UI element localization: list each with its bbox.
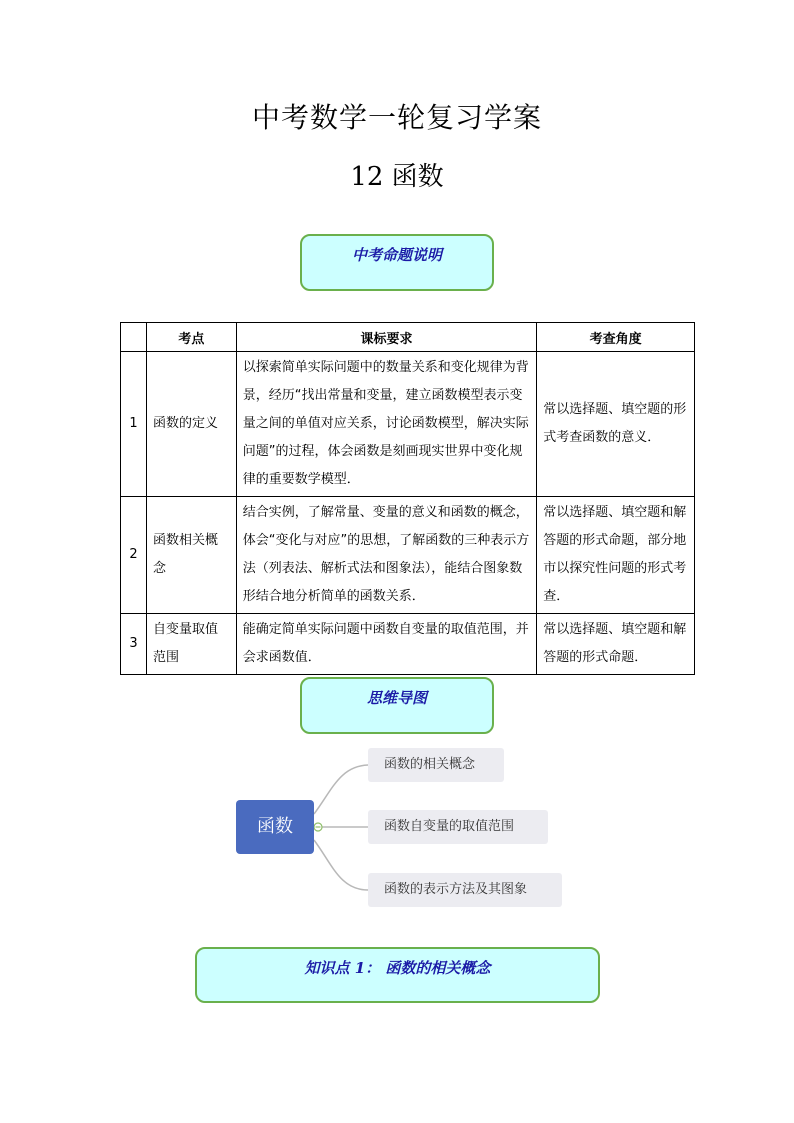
table-header-cell: 考点 [146,323,236,352]
section-heading-knowledge-point-1: 知识点 1： 函数的相关概念 [195,947,600,1003]
page-subtitle: 12 函数 [350,162,444,192]
mindmap-branch-node: 函数的表示方法及其图象 [368,873,562,907]
connector-line [314,840,368,890]
syllabus-table [120,322,695,675]
row-number: 3 [121,614,147,675]
requirement-cell: 以探索简单实际问题中的数量关系和变化规律为背景，经历“找出常量和变量，建立函数模型表示变量之间的单值对应关系，讨论函数模型，解决实际问题”的过程，体会函数是刻画现实世界中变化规律的重要数学模型． [236,352,536,497]
row-number: 2 [121,497,147,614]
table-row [121,614,695,675]
page-title: 中考数学一轮复习学案 [251,101,542,134]
collapse-toggle-icon[interactable] [314,823,322,831]
mindmap-branch-node: 函数的相关概念 [368,748,504,782]
mindmap-branch-node: 函数自变量的取值范围 [368,810,548,844]
angle-cell: 常以选择题、填空题和解答题的形式命题，部分地市以探究性问题的形式考查． [537,497,695,614]
angle-cell: 常以选择题、填空题和解答题的形式命题． [537,614,695,675]
table-header-cell: 课标要求 [236,323,536,352]
table-row [121,497,695,614]
connector-line [314,765,368,814]
section-heading-mindmap: 思维导图 [300,677,494,734]
mindmap-root-node: 函数 [236,800,314,854]
topic-cell: 函数的定义 [146,352,236,497]
topic-cell: 自变量取值范围 [146,614,236,675]
requirement-cell: 能确定简单实际问题中函数自变量的取值范围，并会求函数值． [236,614,536,675]
table-header-cell [121,323,147,352]
requirement-cell: 结合实例，了解常量、变量的意义和函数的概念，体会“变化与对应”的思想，了解函数的三种表示方法（列表法、解析式法和图象法），能结合图象数形结合地分析简单的函数关系． [236,497,536,614]
table-header-cell: 考查角度 [537,323,695,352]
angle-cell: 常以选择题、填空题的形式考查函数的意义． [537,352,695,497]
section-heading-exam-description: 中考命题说明 [300,234,494,291]
table-row [121,352,695,497]
topic-cell: 函数相关概念 [146,497,236,614]
row-number: 1 [121,352,147,497]
table-header-row [121,323,695,352]
